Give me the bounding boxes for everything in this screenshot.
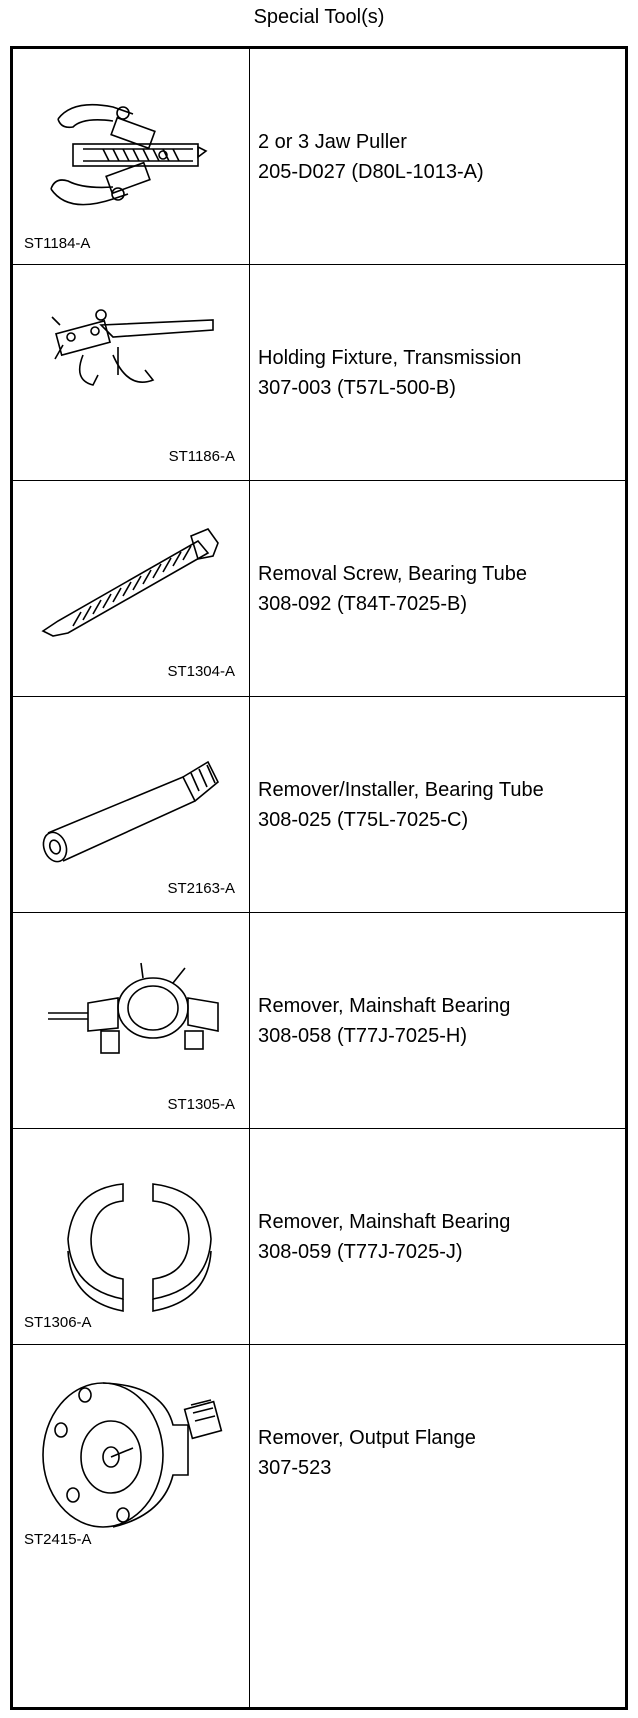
special-tools-table [10,46,628,1710]
tool-name: Removal Screw, Bearing Tube [258,562,528,585]
tool-name: Remover, Mainshaft Bearing [258,1210,511,1233]
tool-image-cell [13,481,250,696]
tool-image-cell [13,1129,250,1344]
table-row [13,1345,625,1707]
tool-description [258,913,628,1128]
tool-number: 307-523 [258,1457,332,1479]
jaw-puller-icon [13,49,250,265]
tool-image-cell [13,49,250,264]
tool-code: ST1186-A [168,448,235,465]
split-collar-icon [13,1129,250,1345]
table-row [13,481,625,697]
table-row [13,1129,625,1345]
tool-code: ST2415-A [24,1531,92,1548]
tool-image-cell [13,697,250,912]
page-title: Special Tool(s) [253,6,385,28]
tool-number: 308-025 (T75L-7025-C) [258,808,469,831]
tool-code: ST1305-A [167,1096,235,1113]
tool-name: 2 or 3 Jaw Puller [258,130,407,153]
tool-image-cell [13,265,250,480]
table-row [13,697,625,913]
output-flange-icon [13,1345,250,1561]
tool-name: Remover, Mainshaft Bearing [258,994,511,1017]
tool-name: Remover, Output Flange [258,1427,476,1449]
tool-code: ST2163-A [167,880,235,897]
tool-name: Holding Fixture, Transmission [258,346,522,369]
tool-image-cell [13,913,250,1128]
table-row [13,49,625,265]
tool-number: 308-092 (T84T-7025-B) [258,592,468,615]
tool-name: Remover/Installer, Bearing Tube [258,778,544,801]
tool-description [258,265,628,480]
tool-number: 308-058 (T77J-7025-H) [258,1024,467,1047]
tool-code: ST1184-A [24,235,91,252]
tool-description [258,697,628,912]
tool-number: 205-D027 (D80L-1013-A) [258,160,484,183]
tool-code: ST1304-A [167,663,235,680]
tool-description [258,481,628,696]
table-row [13,913,625,1129]
tool-code: ST1306-A [24,1314,92,1331]
tool-number: 308-059 (T77J-7025-J) [258,1240,463,1263]
tool-image-cell [13,1345,250,1707]
tool-description [258,1345,628,1561]
tool-description [258,49,628,264]
tool-number: 307-003 (T57L-500-B) [258,376,456,399]
tool-description [258,1129,628,1344]
table-row [13,265,625,481]
